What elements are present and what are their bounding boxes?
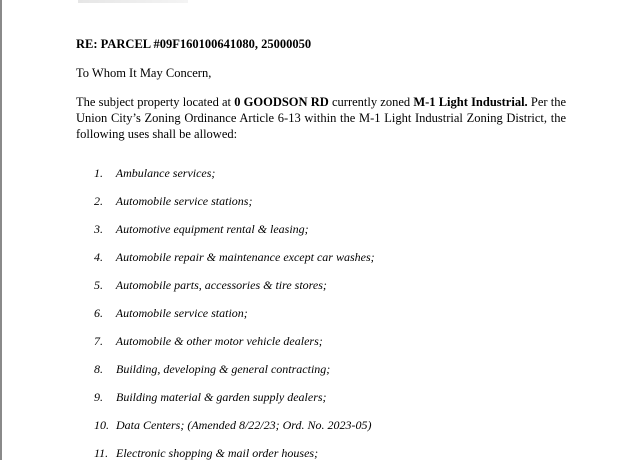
list-item [94, 221, 375, 249]
list-number: 6. [94, 306, 103, 320]
list-item [94, 361, 375, 389]
list-text: Automobile repair & maintenance except car washes; [115, 250, 375, 264]
list-item [94, 389, 375, 417]
list-text: Automotive equipment rental & leasing; [115, 222, 309, 236]
salutation: To Whom It May Concern, [76, 66, 212, 80]
paragraph-text: currently zoned [328, 95, 414, 109]
list-item [94, 277, 375, 305]
list-item [94, 193, 375, 221]
paragraph-text: Per the [527, 95, 566, 109]
list-text: Data Centers; (Amended 8/22/23; Ord. No. 2023-05) [116, 418, 372, 432]
list-number: 3. [94, 222, 103, 236]
zoning-designation: M-1 Light Industrial. [413, 95, 528, 109]
list-item [94, 417, 375, 445]
list-text: Automobile & other motor vehicle dealers; [115, 334, 323, 348]
list-text: Building material & garden supply dealers; [116, 390, 327, 404]
property-address: 0 GOODSON RD [234, 95, 329, 109]
list-number: 4. [94, 250, 103, 264]
re-line: RE: PARCEL #09F160100641080, 25000050 [76, 37, 312, 51]
faint-header-remnant [78, 0, 188, 3]
list-item [94, 305, 375, 333]
list-number: 7. [94, 334, 103, 348]
list-text: Building, developing & general contracting; [116, 362, 331, 376]
list-text: Automobile service stations; [115, 194, 253, 208]
list-item [94, 249, 375, 277]
list-number: 9. [94, 390, 103, 404]
list-text: Automobile parts, accessories & tire stores; [115, 278, 327, 292]
intro-paragraph [76, 94, 566, 142]
list-number: 11. [94, 446, 109, 460]
list-number: 8. [94, 362, 103, 376]
paragraph-line-1 [76, 94, 566, 110]
list-text: Automobile service station; [115, 306, 248, 320]
paragraph-line-2: Union City’s Zoning Ordinance Article 6-13 within the M-1 Light Industrial Zoning District, the [76, 111, 566, 125]
list-item [94, 445, 375, 473]
page-edge [0, 0, 2, 460]
list-text: Electronic shopping & mail order houses; [116, 446, 319, 460]
paragraph-line-3: following uses shall be allowed: [76, 127, 238, 141]
paragraph-text: The subject property located at [76, 95, 235, 109]
list-number: 1. [94, 166, 103, 180]
list-number: 10. [94, 418, 109, 432]
list-number: 5. [94, 278, 103, 292]
list-number: 2. [94, 194, 103, 208]
list-item [94, 333, 375, 361]
list-item [94, 165, 375, 193]
list-text: Ambulance services; [115, 166, 216, 180]
allowed-uses-list [94, 165, 375, 473]
